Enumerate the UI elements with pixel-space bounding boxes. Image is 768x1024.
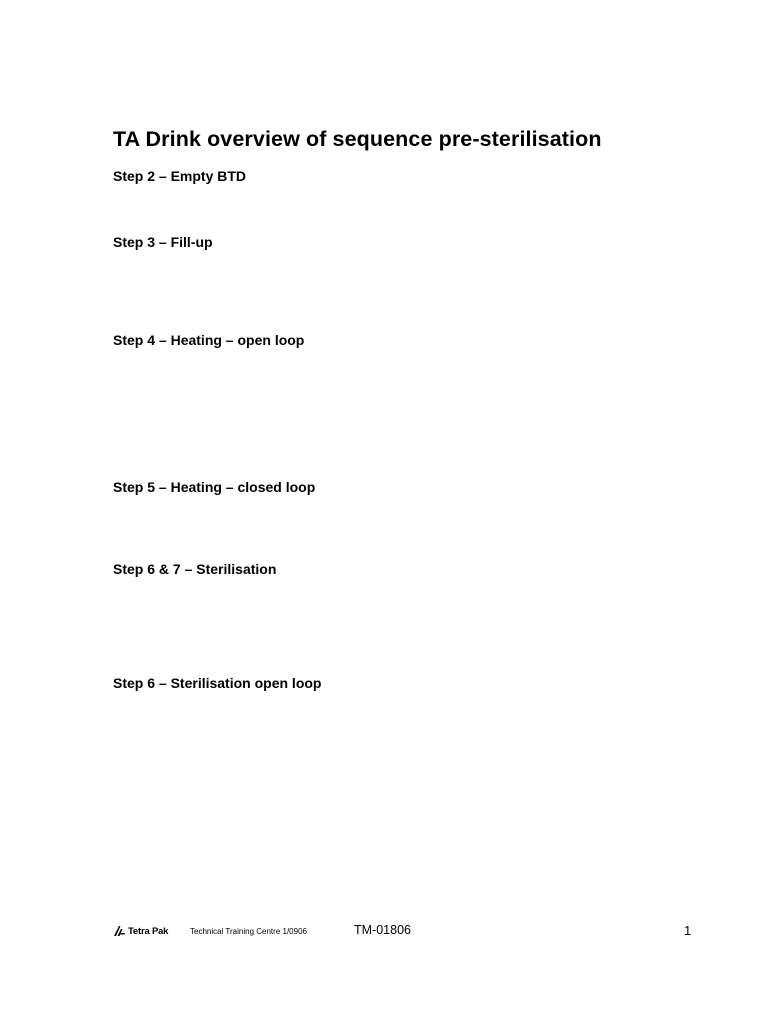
step-heading-6-7: Step 6 & 7 – Sterilisation <box>113 561 277 577</box>
training-centre-label: Technical Training Centre 1/0906 <box>190 927 307 936</box>
step-heading-4: Step 4 – Heating – open loop <box>113 332 305 348</box>
step-heading-6-open-loop: Step 6 – Sterilisation open loop <box>113 675 322 691</box>
logo-text: Tetra Pak <box>128 925 169 937</box>
page-number: 1 <box>684 923 692 938</box>
step-heading-2: Step 2 – Empty BTD <box>113 168 247 184</box>
page-title: TA Drink overview of sequence pre-sterilisation <box>113 127 602 151</box>
tetra-pak-logo-icon <box>113 925 126 937</box>
tetra-pak-logo <box>113 925 168 937</box>
document-number: TM-01806 <box>354 923 411 937</box>
step-heading-5: Step 5 – Heating – closed loop <box>113 479 316 495</box>
step-heading-3: Step 3 – Fill-up <box>113 234 213 250</box>
